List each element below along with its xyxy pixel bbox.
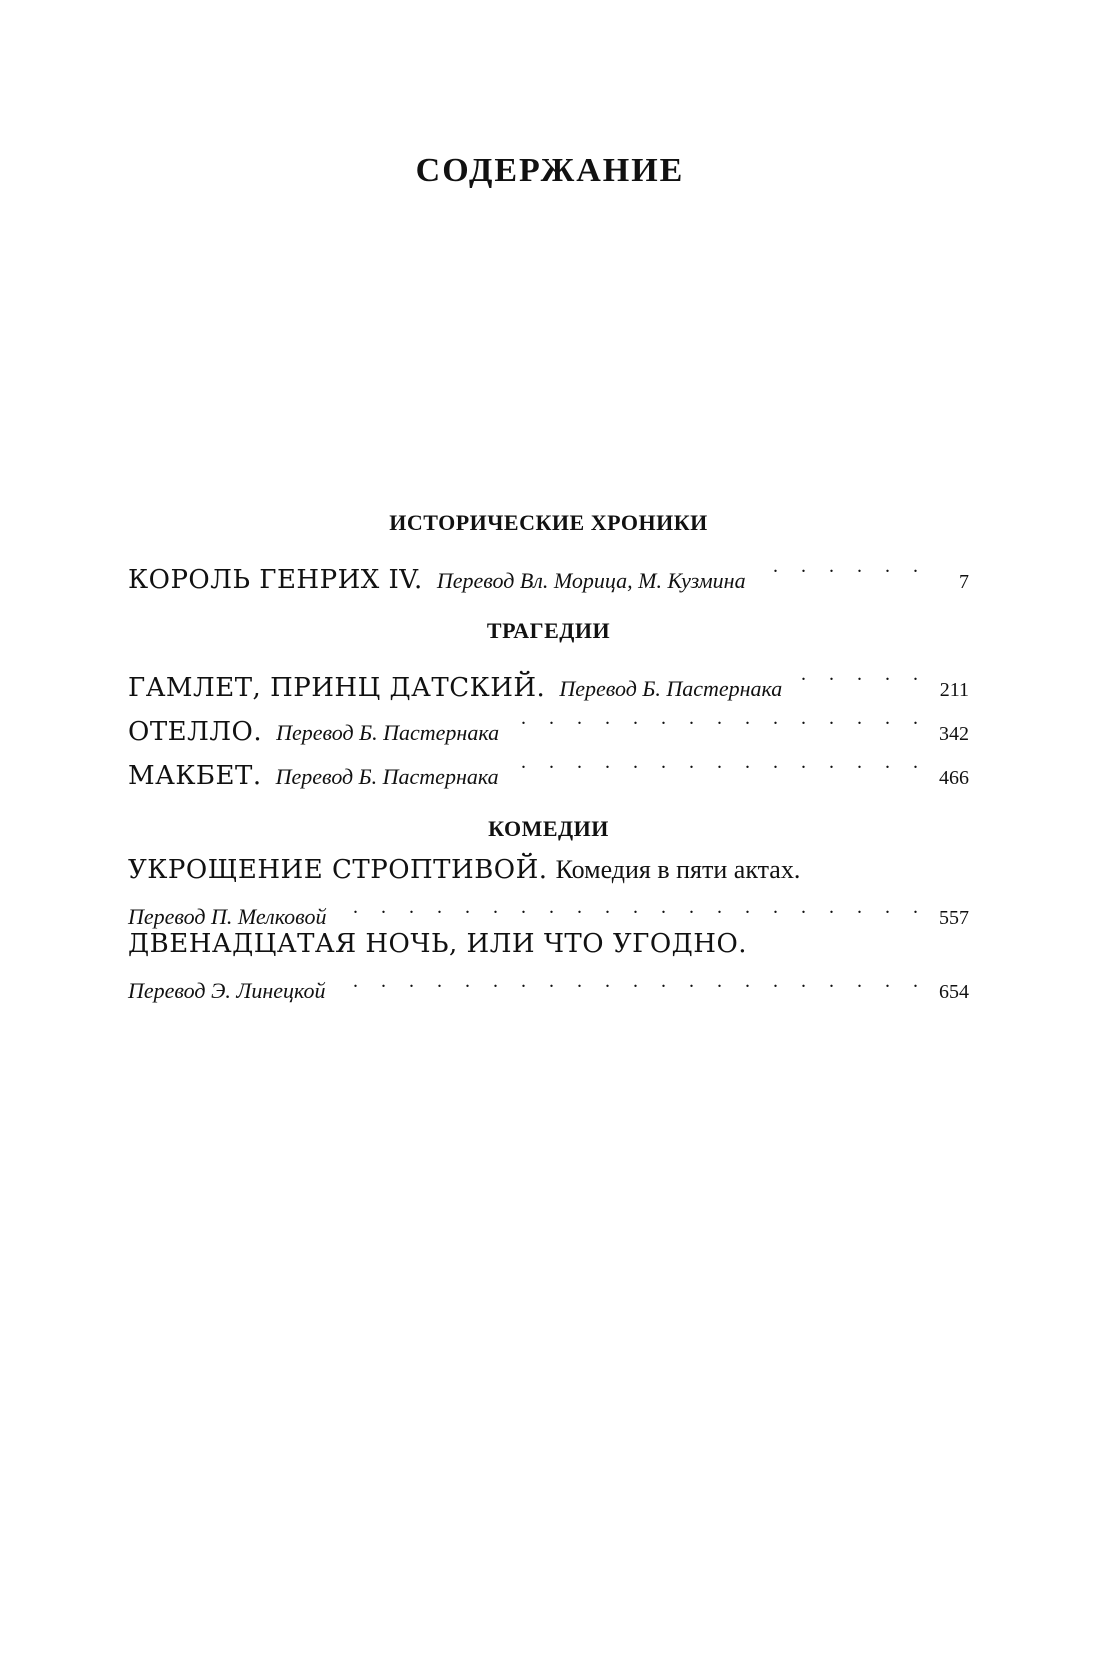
entry-title: МАКБЕТ. (128, 761, 262, 791)
page-number: 211 (939, 679, 969, 701)
entry-translator: Перевод Б. Пастернака (559, 676, 783, 701)
entry-title: УКРОЩЕНИЕ СТРОПТИВОЙ. (128, 855, 548, 885)
page-title: СОДЕРЖАНИЕ (415, 152, 685, 189)
dot-leader (333, 964, 927, 998)
toc-entry-twelfth-night[interactable] (128, 924, 969, 1003)
section-heading-comedies: КОМЕДИИ (488, 816, 609, 841)
toc-entry-taming-of-the-shrew[interactable] (128, 850, 969, 929)
entry-translator: Перевод Э. Линецкой (128, 978, 326, 1003)
entry-title: ДВЕНАДЦАТАЯ НОЧЬ, ИЛИ ЧТО УГОДНО. (128, 929, 748, 959)
section-heading-tragedies: ТРАГЕДИИ (486, 618, 611, 643)
section-heading-chronicles: ИСТОРИЧЕСКИЕ ХРОНИКИ (389, 510, 708, 535)
toc-entry-hamlet[interactable] (128, 652, 969, 703)
entry-translator: Перевод Б. Пастернака (276, 720, 500, 745)
page-number: 557 (939, 907, 969, 929)
entry-translator-line (128, 890, 969, 929)
dot-leader (334, 890, 927, 924)
entry-title: ОТЕЛЛО. (128, 717, 263, 747)
entry-title-line (128, 850, 969, 890)
page-number: 654 (939, 981, 969, 1003)
page-number: 466 (939, 767, 969, 789)
table-of-contents (128, 508, 969, 1003)
entry-title: КОРОЛЬ ГЕНРИХ IV. (128, 565, 423, 595)
toc-entry-henry-iv[interactable] (128, 544, 969, 595)
page-number: 342 (939, 723, 969, 745)
entry-translator: Перевод Вл. Морица, М. Кузмина (436, 568, 746, 593)
page-number: 7 (959, 571, 969, 593)
entry-translator: Перевод Б. Пастернака (275, 764, 499, 789)
entry-title-line (128, 924, 969, 964)
dot-leader (754, 544, 927, 588)
entry-translator: Перевод П. Мелковой (128, 904, 327, 929)
dot-leader (507, 696, 927, 740)
dot-leader (507, 740, 927, 784)
entry-translator-line (128, 964, 969, 1003)
entry-title: ГАМЛЕТ, ПРИНЦ ДАТСКИЙ. (128, 673, 546, 703)
entry-subtitle: Комедия в пяти актах. (555, 855, 801, 884)
dot-leader (790, 652, 927, 696)
